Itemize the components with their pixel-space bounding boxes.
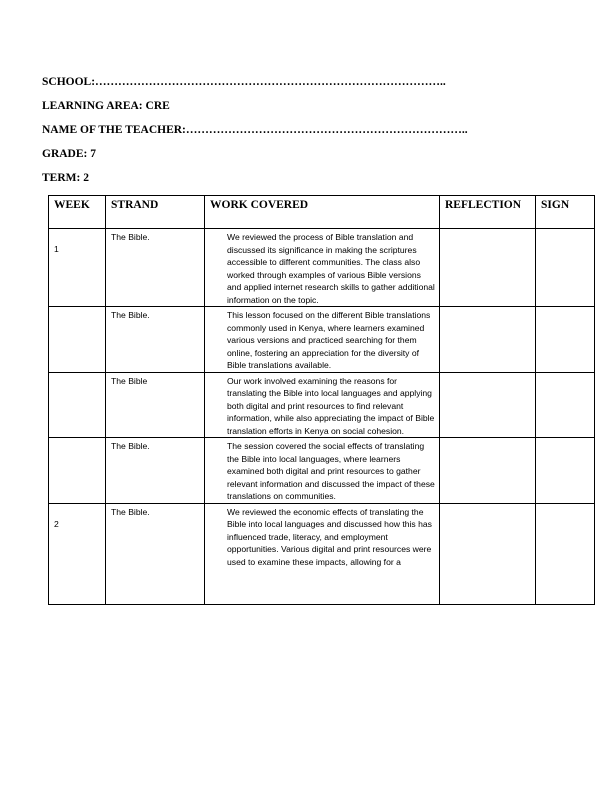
table-row bbox=[49, 503, 595, 604]
week-cell bbox=[49, 307, 106, 373]
sign-cell bbox=[536, 307, 595, 373]
school-line: SCHOOL:……………………………………………………………………………….. bbox=[42, 76, 446, 88]
sign-cell bbox=[536, 438, 595, 504]
reflection-cell bbox=[440, 503, 536, 604]
column-header-strand: STRAND bbox=[106, 196, 205, 229]
week-cell bbox=[49, 372, 106, 438]
table-header-row bbox=[49, 196, 595, 229]
table-row bbox=[49, 229, 595, 307]
week-cell: 1 bbox=[49, 229, 106, 307]
column-header-week: WEEK bbox=[49, 196, 106, 229]
work-covered-cell: The session covered the social effects of translating the Bible into local languages, where learners examined both digital and print resources to gather relevant information and discussed the impact of these translations on communities. bbox=[205, 438, 440, 504]
week-cell: 2 bbox=[49, 503, 106, 604]
work-covered-table bbox=[48, 195, 595, 605]
table-row bbox=[49, 307, 595, 373]
term-line: TERM: 2 bbox=[42, 172, 89, 184]
work-covered-cell: We reviewed the process of Bible translation and discussed its significance in making the scriptures accessible to different communities. The class also worked through examples of various Bible versions and applied internet research skills to gather additional information on the topic. bbox=[205, 229, 440, 307]
grade-line: GRADE: 7 bbox=[42, 148, 96, 160]
strand-cell: The Bible. bbox=[106, 307, 205, 373]
work-covered-cell: This lesson focused on the different Bible translations commonly used in Kenya, where learners examined various versions and practiced searching for them online, fostering an appreciation for the diversity of Bible translations available. bbox=[205, 307, 440, 373]
teacher-name-line: NAME OF THE TEACHER:……………………………………………………………….. bbox=[42, 124, 468, 136]
week-cell bbox=[49, 438, 106, 504]
work-covered-cell: Our work involved examining the reasons for translating the Bible into local languages and applying both digital and print resources to find relevant information, while also appreciating the impact of Bible translation efforts in Kenya on social cohesion. bbox=[205, 372, 440, 438]
reflection-cell bbox=[440, 307, 536, 373]
table-row bbox=[49, 372, 595, 438]
sign-cell bbox=[536, 503, 595, 604]
work-covered-cell: We reviewed the economic effects of translating the Bible into local languages and discussed how this has influenced trade, literacy, and employment opportunities. Various digital and print resources were used to examine these impacts, allowing for a bbox=[205, 503, 440, 604]
reflection-cell bbox=[440, 438, 536, 504]
reflection-cell bbox=[440, 229, 536, 307]
column-header-sign: SIGN bbox=[536, 196, 595, 229]
strand-cell: The Bible bbox=[106, 372, 205, 438]
column-header-work-covered: WORK COVERED bbox=[205, 196, 440, 229]
sign-cell bbox=[536, 229, 595, 307]
strand-cell: The Bible. bbox=[106, 438, 205, 504]
learning-area-line: LEARNING AREA: CRE bbox=[42, 100, 170, 112]
strand-cell: The Bible. bbox=[106, 503, 205, 604]
column-header-reflection: REFLECTION bbox=[440, 196, 536, 229]
table-row bbox=[49, 438, 595, 504]
strand-cell: The Bible. bbox=[106, 229, 205, 307]
reflection-cell bbox=[440, 372, 536, 438]
sign-cell bbox=[536, 372, 595, 438]
